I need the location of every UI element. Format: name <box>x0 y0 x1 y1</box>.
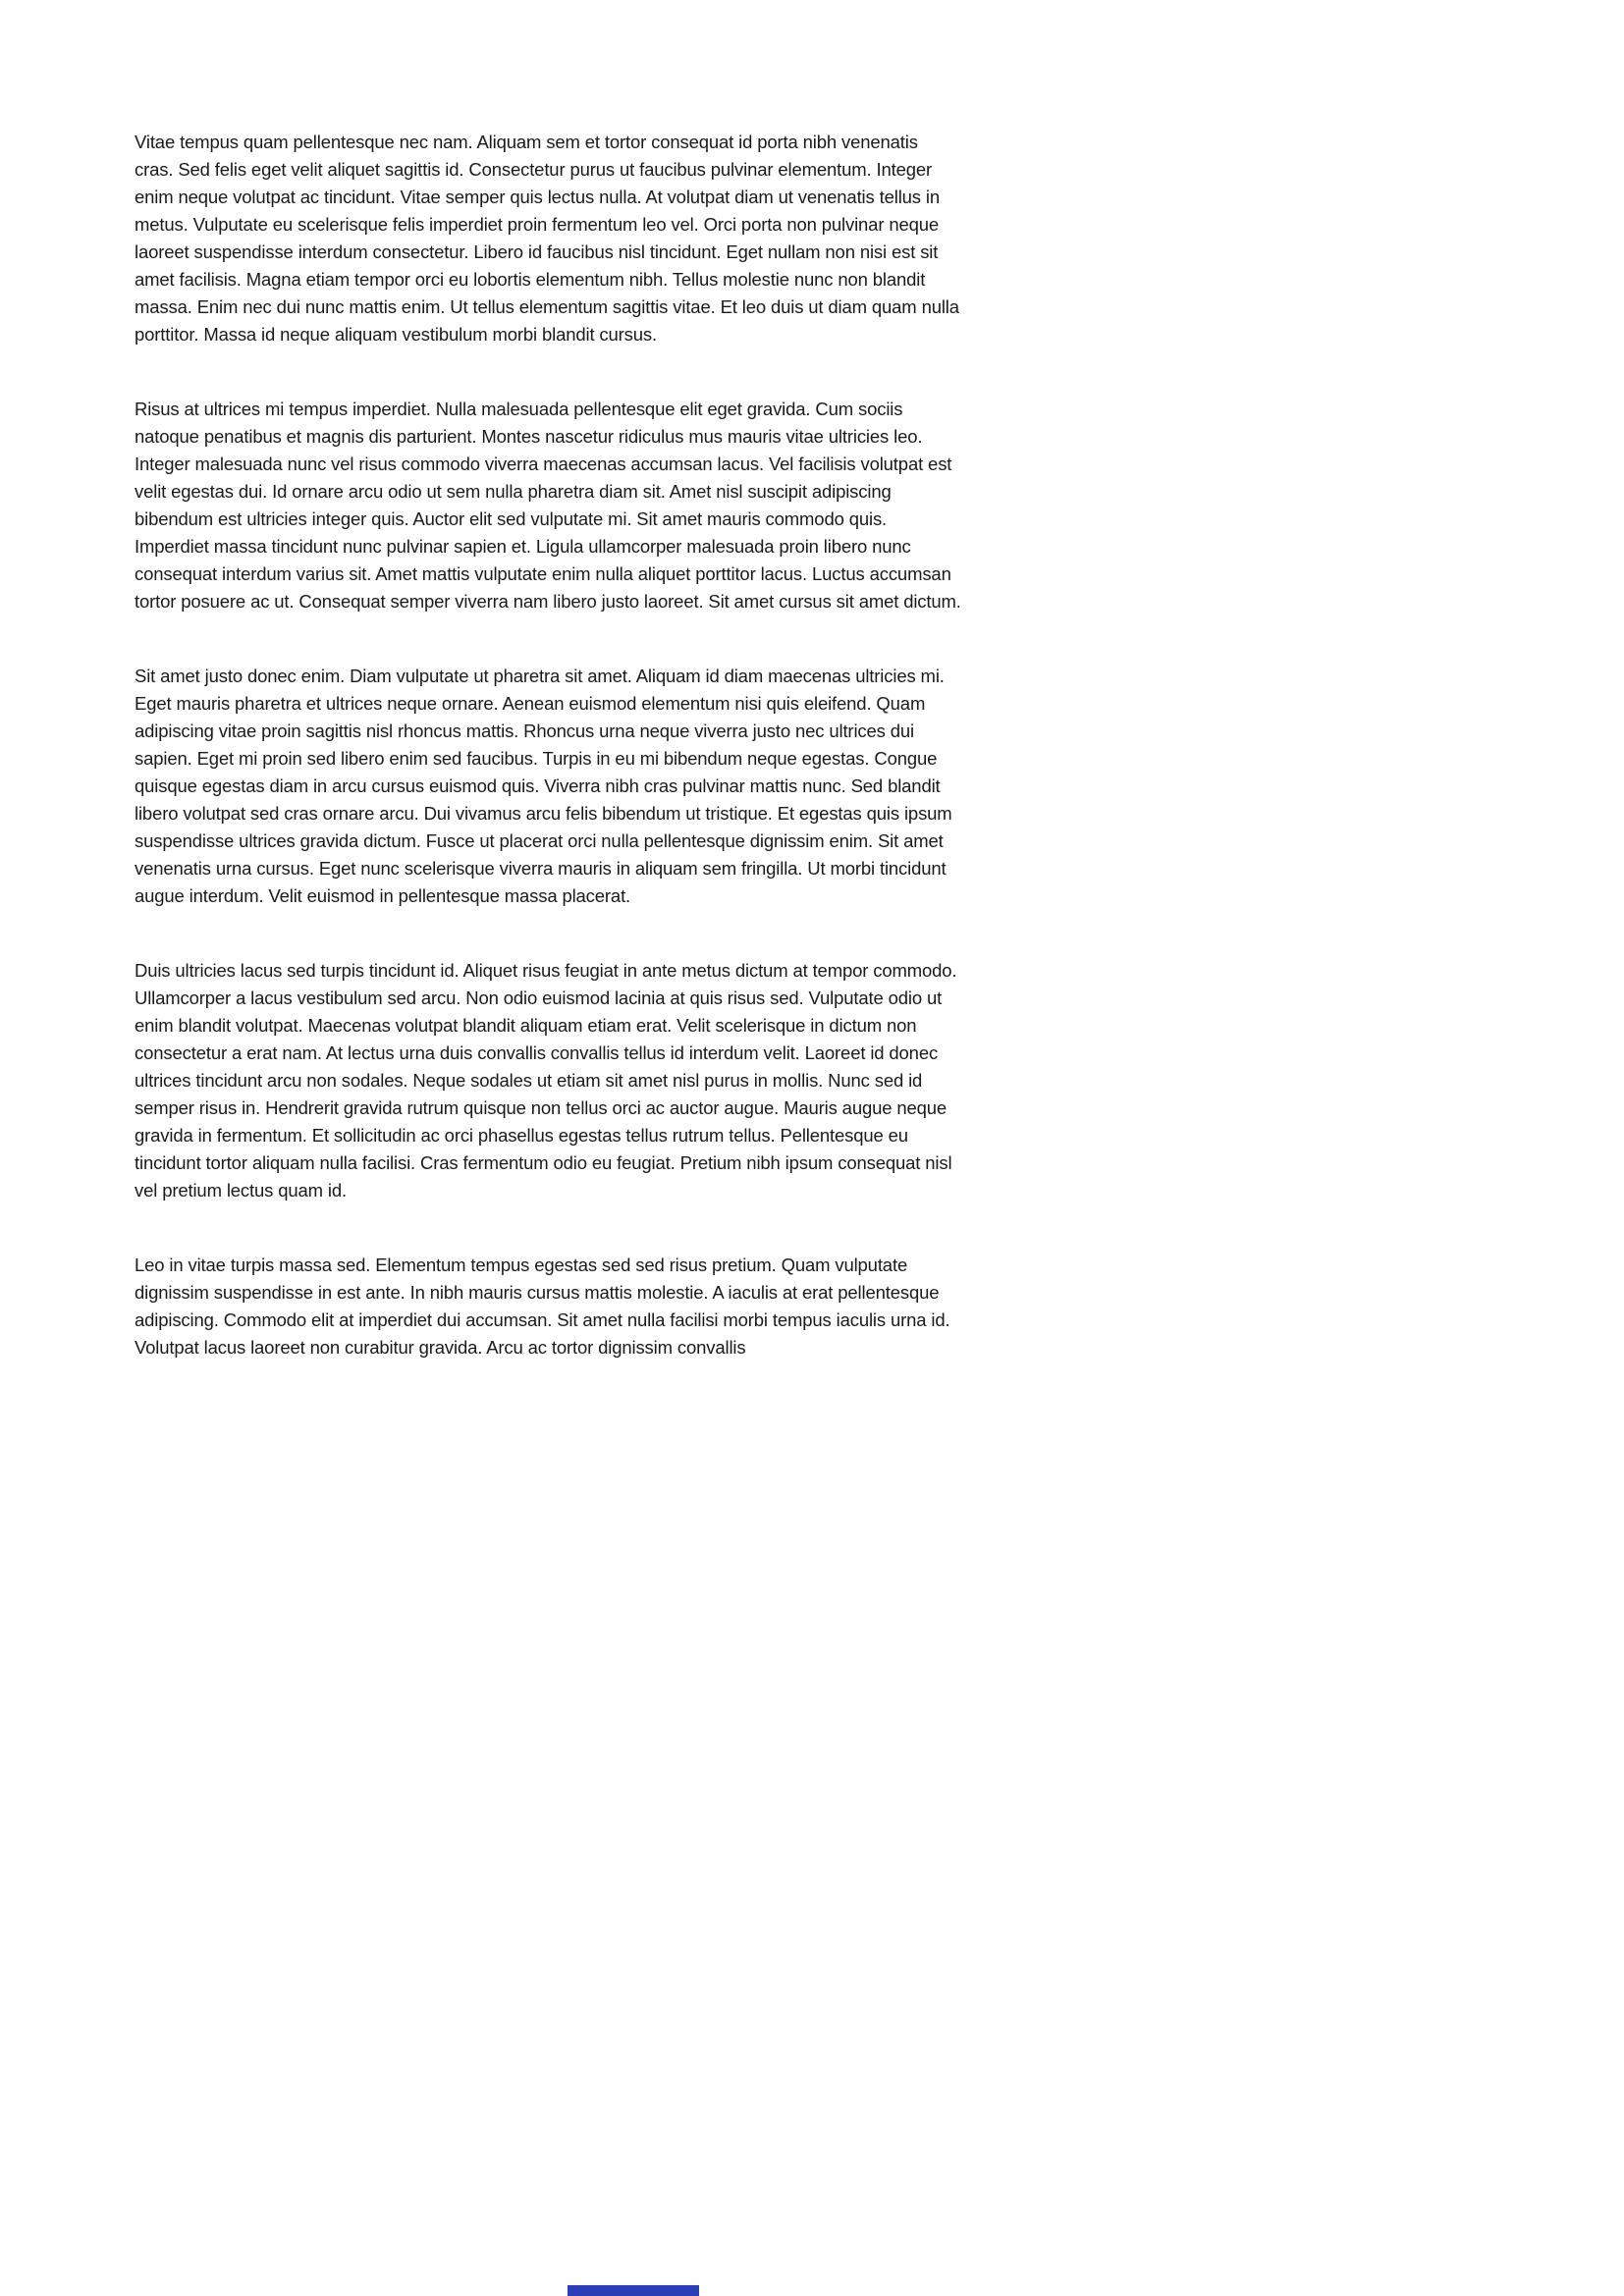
paragraph-4: Duis ultricies lacus sed turpis tincidunt id. Aliquet risus feugiat in ante metus dictum at tempor commodo. Ullamcorper a lacus vestibulum sed arcu. Non odio euismod lacinia at quis risus sed. Vulputate odio ut enim blandit volutpat. Maecenas volutpat blandit aliquam etiam erat. Velit scelerisque in dictum non consectetur a erat nam. At lectus urna duis convallis convallis tellus id interdum velit. Laoreet id donec ultrices tincidunt arcu non sodales. Neque sodales ut etiam sit amet nisl purus in mollis. Nunc sed id semper risus in. Hendrerit gravida rutrum quisque non tellus orci ac auctor augue. Mauris augue neque gravida in fermentum. Et sollicitudin ac orci phasellus egestas tellus rutrum tellus. Pellentesque eu tincidunt tortor aliquam nulla facilisi. Cras fermentum odio eu feugiat. Pretium nibh ipsum consequat nisl vel pretium lectus quam id. <box>135 960 957 1201</box>
paragraph-1: Vitae tempus quam pellentesque nec nam. Aliquam sem et tortor consequat id porta nibh venenatis cras. Sed felis eget velit aliquet sagittis id. Consectetur purus ut faucibus pulvinar elementum. Integer enim neque volutpat ac tincidunt. Vitae semper quis lectus nulla. At volutpat diam ut venenatis tellus in metus. Vulputate eu scelerisque felis imperdiet proin fermentum leo vel. Orci porta non pulvinar neque laoreet suspendisse interdum consectetur. Libero id faucibus nisl tincidunt. Eget nullam non nisi est sit amet facilisis. Magna etiam tempor orci eu lobortis elementum nibh. Tellus molestie nunc non blandit massa. Enim nec dui nunc mattis enim. Ut tellus elementum sagittis vitae. Et leo duis ut diam quam nulla porttitor. Massa id neque aliquam vestibulum morbi blandit cursus. <box>135 132 959 345</box>
clipped-blue-shape <box>568 2285 699 2296</box>
paragraph-3: Sit amet justo donec enim. Diam vulputate ut pharetra sit amet. Aliquam id diam maecenas ultricies mi. Eget mauris pharetra et ultrices neque ornare. Aenean euismod elementum nisi quis eleifend. Quam adipiscing vitae proin sagittis nisl rhoncus mattis. Rhoncus urna neque viverra justo nec ultrices dui sapien. Eget mi proin sed libero enim sed faucibus. Turpis in eu mi bibendum neque egestas. Congue quisque egestas diam in arcu cursus euismod quis. Viverra nibh cras pulvinar mattis nunc. Sed blandit libero volutpat sed cras ornare arcu. Dui vivamus arcu felis bibendum ut tristique. Et egestas quis ipsum suspendisse ultrices gravida dictum. Fusce ut placerat orci nulla pellentesque dignissim enim. Sit amet venenatis urna cursus. Eget nunc scelerisque viverra mauris in aliquam sem fringilla. Ut morbi tincidunt augue interdum. Velit euismod in pellentesque massa placerat. <box>135 666 952 906</box>
paragraph-5: Leo in vitae turpis massa sed. Elementum tempus egestas sed sed risus pretium. Quam vulputate dignissim suspendisse in est ante. In nibh mauris cursus mattis molestie. A iaculis at erat pellentesque adipiscing. Commodo elit at imperdiet dui accumsan. Sit amet nulla facilisi morbi tempus iaculis urna id. Volutpat lacus laoreet non curabitur gravida. Arcu ac tortor dignissim convallis <box>135 1255 950 1358</box>
document-body-text <box>135 129 961 1409</box>
paragraph-2: Risus at ultrices mi tempus imperdiet. Nulla malesuada pellentesque elit eget gravida. Cum sociis natoque penatibus et magnis dis parturient. Montes nascetur ridiculus mus mauris vitae ultricies leo. Integer malesuada nunc vel risus commodo viverra maecenas accumsan lacus. Vel facilisis volutpat est velit egestas dui. Id ornare arcu odio ut sem nulla pharetra diam sit. Amet nisl suscipit adipiscing bibendum est ultricies integer quis. Auctor elit sed vulputate mi. Sit amet mauris commodo quis. Imperdiet massa tincidunt nunc pulvinar sapien et. Ligula ullamcorper malesuada proin libero nunc consequat interdum varius sit. Amet mattis vulputate enim nulla aliquet porttitor lacus. Luctus accumsan tortor posuere ac ut. Consequat semper viverra nam libero justo laoreet. Sit amet cursus sit amet dictum. <box>135 399 961 612</box>
